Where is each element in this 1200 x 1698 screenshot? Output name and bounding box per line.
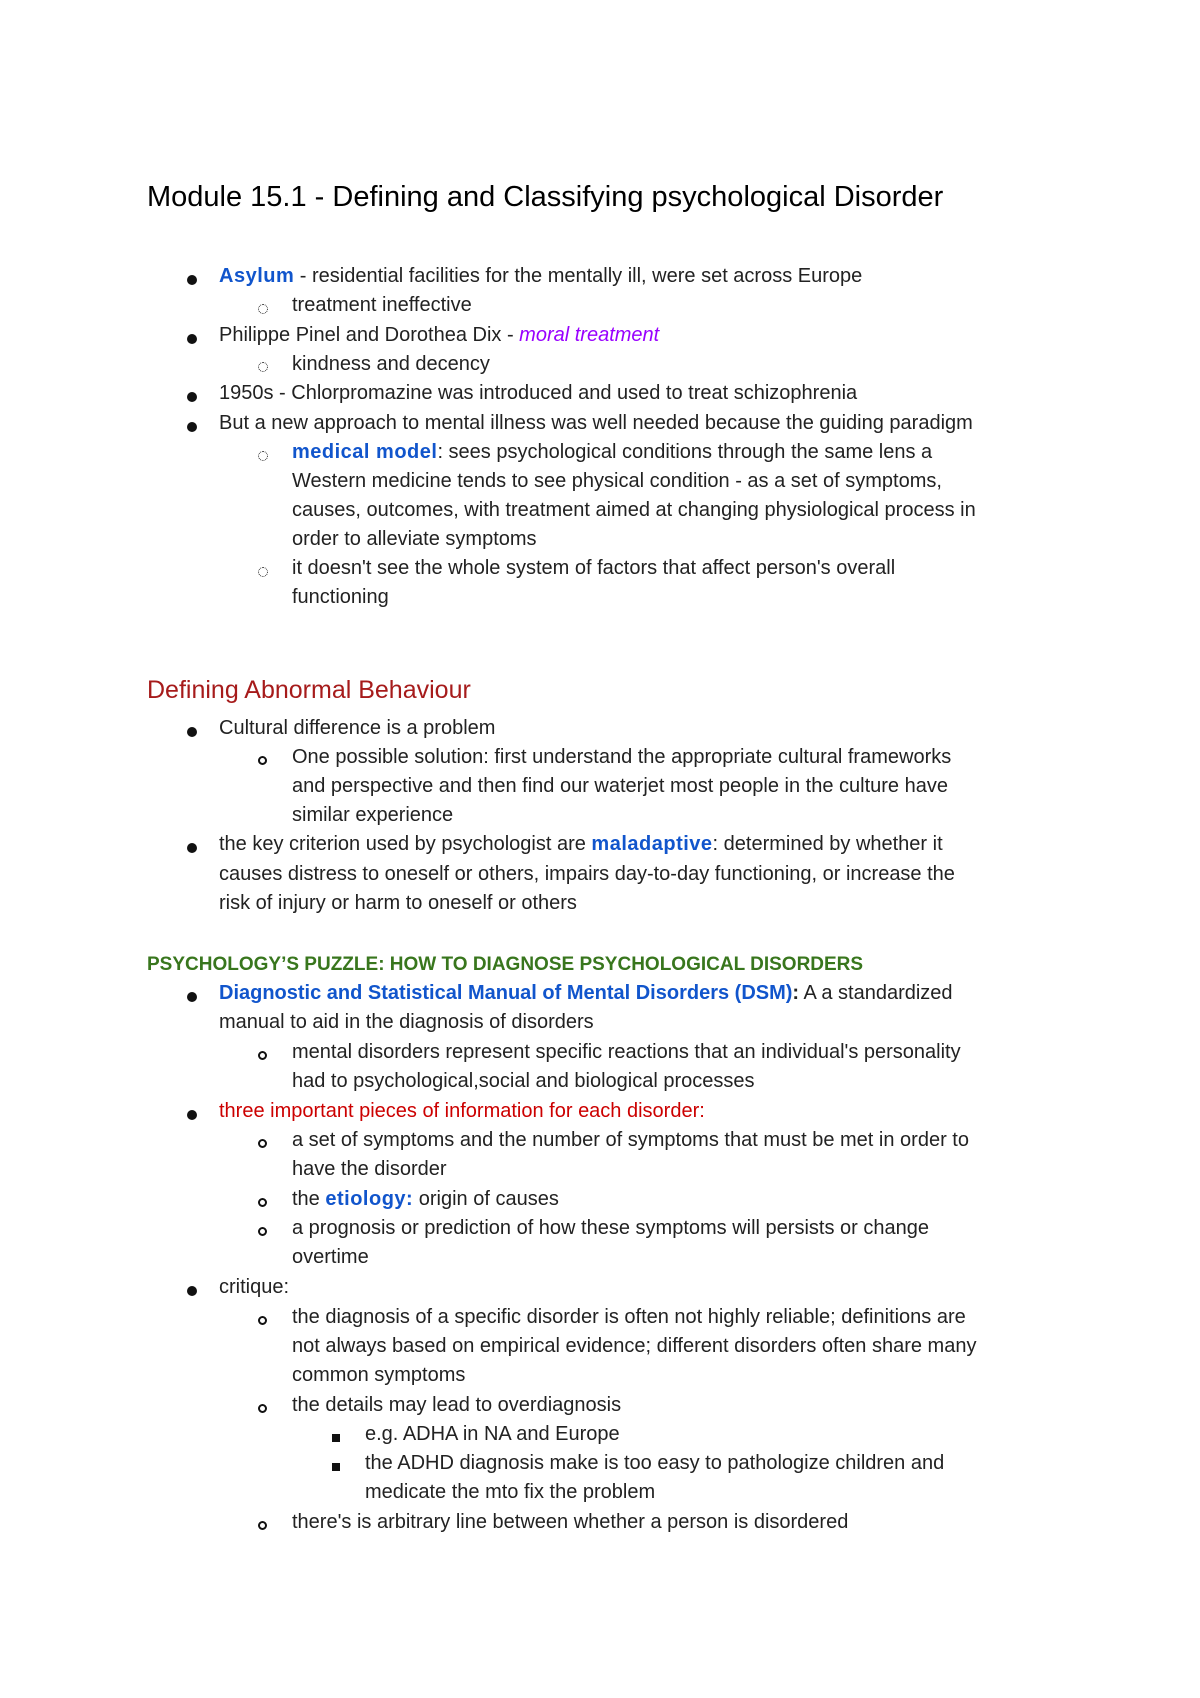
dsm-item [219, 981, 953, 1005]
section-heading-abnormal: Defining Abnormal Behaviour [147, 676, 471, 704]
asylum-item [219, 264, 862, 288]
bullet-disc-icon [187, 422, 197, 432]
asylum-text: - residential facilities for the mentally ill, were set across Europe [294, 265, 863, 287]
etiology-item [292, 1187, 559, 1211]
medical-model-line3: causes, outcomes, with treatment aimed at changing physiological process in [292, 499, 976, 521]
bullet-disc-icon [187, 392, 197, 402]
bullet-disc-icon [187, 843, 197, 853]
asylum-term: Asylum [219, 265, 295, 287]
symptoms-item: a set of symptoms and the number of symptoms that must be met in order to [292, 1129, 969, 1151]
dsm-text: A a standardized [799, 982, 953, 1004]
bullet-ring-icon [258, 567, 268, 577]
page-title: Module 15.1 - Defining and Classifying psychological Disorder [147, 181, 944, 213]
diagnosis-reliability-line3: common symptoms [292, 1364, 466, 1386]
maladaptive-term: maladaptive [591, 833, 713, 855]
medical-model-line2: Western medicine tends to see physical condition - as a set of symptoms, [292, 470, 942, 492]
bullet-ring-icon [258, 1227, 267, 1236]
moral-treatment-term: moral treatment [519, 324, 660, 346]
bullet-ring-icon [258, 1198, 267, 1207]
new-approach-item: But a new approach to mental illness was well needed because the guiding paradigm [219, 412, 973, 434]
key-criterion-line2: causes distress to oneself or others, impairs day-to-day functioning, or increase the [219, 863, 955, 885]
bullet-ring-icon [258, 304, 268, 314]
whole-system-item: it doesn't see the whole system of factors that affect person's overall [292, 557, 896, 579]
asylum-sub: treatment ineffective [292, 294, 472, 316]
key-criterion-item [219, 832, 943, 856]
symptoms-line2: have the disorder [292, 1158, 447, 1180]
bullet-ring-icon [258, 1316, 267, 1325]
chlorpromazine-item: 1950s - Chlorpromazine was introduced and used to treat schizophrenia [219, 382, 858, 404]
arbitrary-line-item: there's is arbitrary line between whether a person is disordered [292, 1511, 849, 1533]
solution-line3: similar experience [292, 804, 454, 826]
adhd-diagnosis-line2: medicate the mto fix the problem [365, 1481, 656, 1503]
bullet-ring-icon [258, 1139, 267, 1148]
diagnosis-reliability-line2: not always based on empirical evidence; different disorders often share many [292, 1335, 977, 1357]
whole-system-line2: functioning [292, 586, 389, 608]
bullet-square-icon [332, 1434, 340, 1442]
pinel-item [219, 323, 659, 347]
medical-model-item [292, 440, 932, 464]
cultural-item: Cultural difference is a problem [219, 717, 496, 739]
solution-line2: and perspective and then find our waterjet most people in the culture have [292, 775, 948, 797]
adhd-diagnosis-item: the ADHD diagnosis make is too easy to pathologize children and [365, 1452, 945, 1474]
mental-disorders-item: mental disorders represent specific reactions that an individual's personality [292, 1041, 961, 1063]
critique-item: critique: [219, 1276, 290, 1298]
mental-disorders-line2: had to psychological,social and biological processes [292, 1070, 755, 1092]
medical-model-line4: order to alleviate symptoms [292, 528, 537, 550]
bullet-disc-icon [187, 275, 197, 285]
etiology-term: etiology: [325, 1188, 414, 1210]
bullet-disc-icon [187, 1286, 197, 1296]
bullet-disc-icon [187, 727, 197, 737]
bullet-ring-icon [258, 451, 268, 461]
bullet-ring-icon [258, 1404, 267, 1413]
etiology-text: origin of causes [413, 1188, 559, 1210]
adha-example-item: e.g. ADHA in NA and Europe [365, 1423, 620, 1445]
bullet-ring-icon [258, 1051, 267, 1060]
pinel-text: Philippe Pinel and Dorothea Dix - [219, 324, 520, 346]
bullet-ring-icon [258, 362, 268, 372]
medical-model-term: medical model [292, 441, 438, 463]
overdiagnosis-item: the details may lead to overdiagnosis [292, 1394, 622, 1416]
etiology-pre: the [292, 1188, 326, 1210]
bullet-disc-icon [187, 1110, 197, 1120]
key-criterion-post: : determined by whether it [712, 833, 943, 855]
dsm-colon: : [792, 982, 800, 1004]
dsm-term: Diagnostic and Statistical Manual of Mental Disorders (DSM) [219, 982, 793, 1004]
diagnosis-reliability-item: the diagnosis of a specific disorder is often not highly reliable; definitions are [292, 1306, 966, 1328]
prognosis-line2: overtime [292, 1246, 369, 1268]
section-heading-puzzle: PSYCHOLOGY’S PUZZLE: HOW TO DIAGNOSE PSYCHOLOGICAL DISORDERS [147, 954, 864, 975]
bullet-disc-icon [187, 992, 197, 1002]
bullet-ring-icon [258, 756, 267, 765]
dsm-line2: manual to aid in the diagnosis of disorders [219, 1011, 594, 1033]
medical-model-text: : sees psychological conditions through the same lens a [437, 441, 933, 463]
key-criterion-text: the key criterion used by psychologist are [219, 833, 592, 855]
three-pieces-item: three important pieces of information for each disorder: [219, 1100, 705, 1122]
key-criterion-line3: risk of injury or harm to oneself or others [219, 892, 577, 914]
bullet-square-icon [332, 1463, 340, 1471]
pinel-sub: kindness and decency [292, 353, 490, 375]
bullet-ring-icon [258, 1521, 267, 1530]
solution-item: One possible solution: first understand the appropriate cultural frameworks [292, 746, 952, 768]
prognosis-item: a prognosis or prediction of how these symptoms will persists or change [292, 1217, 929, 1239]
bullet-disc-icon [187, 334, 197, 344]
